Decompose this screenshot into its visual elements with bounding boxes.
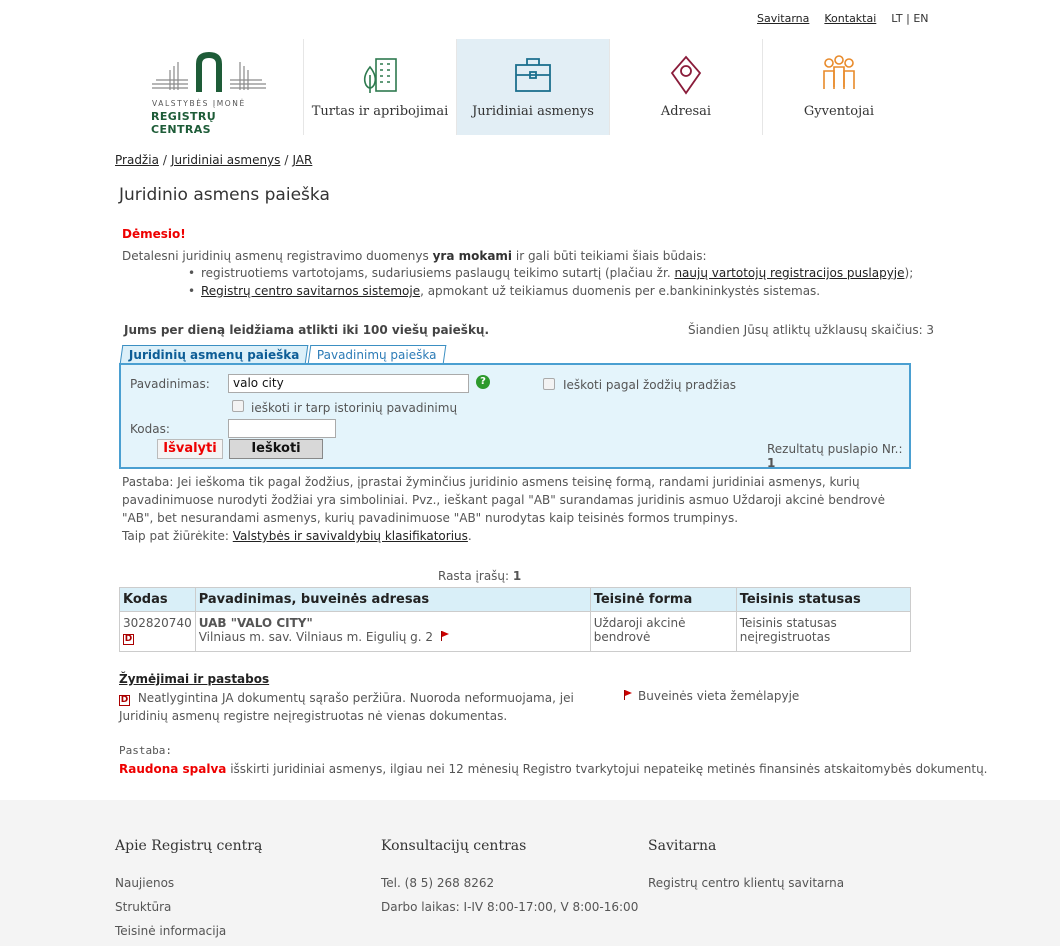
document-list-icon[interactable]: D xyxy=(124,634,133,644)
registru-centras-logo[interactable] xyxy=(148,48,270,136)
nav-tile-residents[interactable] xyxy=(762,39,915,135)
access-options-list xyxy=(188,266,913,302)
result-page-number: Rezultatų puslapio Nr.: 1 xyxy=(767,442,903,470)
footer-link-selfservice[interactable]: Registrų centro klientų savitarna xyxy=(648,876,845,890)
nav-tile-label: Turtas ir apribojimai xyxy=(311,104,449,119)
map-flag-icon xyxy=(624,690,632,700)
language-switch[interactable]: LT | EN xyxy=(891,12,929,25)
column-header: Kodas xyxy=(120,588,196,612)
search-tabs xyxy=(121,345,447,364)
logo-emblem-icon xyxy=(148,48,270,96)
code-input[interactable] xyxy=(228,419,336,438)
legal-form-cell: Uždaroji akcinė bendrovė xyxy=(590,612,736,652)
main-nav xyxy=(303,39,915,135)
intro-text: Detalesni juridinių asmenų registravimo duomenys yra mokami ir gali būti teikiami šiais būdais: xyxy=(122,249,707,263)
footer-heading: Apie Registrų centrą xyxy=(115,838,263,854)
name-label: Pavadinimas: xyxy=(130,377,210,391)
logo-title: REGISTRŲ CENTRAS xyxy=(151,110,217,136)
entity-name: UAB "VALO CITY" xyxy=(198,616,313,630)
footer-col-consult xyxy=(381,838,638,924)
history-label: ieškoti ir tarp istorinių pavadinimų xyxy=(251,401,458,415)
search-form xyxy=(119,363,911,469)
clear-button[interactable]: Išvalyti xyxy=(157,439,223,459)
name-address-cell xyxy=(195,612,590,652)
list-item: • registruotiems vartotojams, sudariusiems paslaugų teikimo sutartį (plačiau žr. naujų vartotojų registracijos puslapyje); xyxy=(188,266,913,281)
nav-tile-property[interactable] xyxy=(303,39,456,135)
selfservice-link[interactable]: Savitarna xyxy=(757,12,810,25)
legend-map-note: Buveinės vieta žemėlapyje xyxy=(624,689,799,703)
footer-link-legal[interactable]: Teisinė informacija xyxy=(115,924,227,938)
building-tree-icon xyxy=(358,53,402,97)
history-checkbox[interactable] xyxy=(232,400,244,412)
registration-page-link[interactable]: naujų vartotojų registracijos puslapyje xyxy=(674,266,905,280)
search-button[interactable]: Ieškoti xyxy=(229,439,323,459)
contacts-link[interactable]: Kontaktai xyxy=(824,12,877,25)
list-item: • Registrų centro savitarnos sistemoje, apmokant už teikiamus duomenis per e.bankininkystės sistemas. xyxy=(188,284,913,299)
name-input[interactable]: valo city xyxy=(228,374,469,393)
startwords-label: Ieškoti pagal žodžių pradžias xyxy=(563,378,737,392)
footer-heading: Konsultacijų centras xyxy=(381,838,527,854)
footer-col-selfservice xyxy=(648,838,844,900)
map-pin-icon xyxy=(664,53,708,97)
tab-legal-entity-search[interactable]: Juridinių asmenų paieška xyxy=(120,345,309,364)
tab-name-search[interactable]: Pavadinimų paieška xyxy=(308,345,446,364)
legend-title: Žymėjimai ir pastabos xyxy=(119,672,270,686)
footer-link-structure[interactable]: Struktūra xyxy=(115,900,172,914)
entity-address: Vilniaus m. sav. Vilniaus m. Eigulių g. 2 xyxy=(198,630,434,644)
column-header: Pavadinimas, buveinės adresas xyxy=(195,588,590,612)
code-label: Kodas: xyxy=(130,422,170,436)
classifier-link[interactable]: Valstybės ir savivaldybių klasifikatorius xyxy=(232,529,468,543)
column-header: Teisinė forma xyxy=(590,588,736,612)
red-color-note: Raudona spalva išskirti juridiniai asmenys, ilgiau nei 12 mėnesių Registro tvarkytojui nepateikę metinės finansinės atskaitomybės dokumentų. xyxy=(119,762,988,776)
breadcrumb-jar[interactable]: JAR xyxy=(292,153,313,167)
briefcase-icon xyxy=(511,53,555,97)
people-icon xyxy=(817,53,861,97)
breadcrumb-legal-entities[interactable]: Juridiniai asmenys xyxy=(170,153,281,167)
column-header: Teisinis statusas xyxy=(736,588,910,612)
breadcrumb-home[interactable]: Pradžia xyxy=(115,153,159,167)
selfservice-system-link[interactable]: Registrų centro savitarnos sistemoje xyxy=(201,284,421,298)
footer-phone: Tel. (8 5) 268 8262 xyxy=(381,876,495,890)
footer-col-about xyxy=(115,838,262,946)
nav-tile-label: Adresai xyxy=(660,104,712,119)
page-title: Juridinio asmens paieška xyxy=(119,185,330,205)
today-count-text: Šiandien Jūsų atliktų užklausų skaičius: 3 xyxy=(688,323,935,337)
footer-hours: Darbo laikas: I-IV 8:00-17:00, V 8:00-16:00 xyxy=(381,900,639,914)
help-icon[interactable]: ? xyxy=(476,375,490,389)
records-found: Rasta įrašų: 1 xyxy=(438,569,522,583)
remark-label: Pastaba: xyxy=(119,744,172,757)
map-flag-icon[interactable] xyxy=(441,631,449,641)
footer-heading: Savitarna xyxy=(648,838,717,854)
search-limit-text: Jums per dieną leidžiama atlikti iki 100 viešų paieškų. xyxy=(124,323,490,337)
results-table xyxy=(119,587,911,652)
nav-tile-label: Juridiniai asmenys xyxy=(472,104,594,119)
nav-tile-addresses[interactable] xyxy=(609,39,762,135)
footer xyxy=(0,800,1060,946)
document-list-icon: D xyxy=(120,695,129,705)
attention-heading: Dėmesio! xyxy=(122,227,186,241)
table-row xyxy=(120,612,911,652)
footer-link-news[interactable]: Naujienos xyxy=(115,876,175,890)
breadcrumb: Pradžia / Juridiniai asmenys / JAR xyxy=(115,153,313,167)
nav-tile-legal-entities[interactable] xyxy=(456,39,609,135)
top-links xyxy=(757,12,929,25)
startwords-checkbox[interactable] xyxy=(543,378,555,390)
nav-tile-label: Gyventojai xyxy=(803,104,875,119)
search-note: Pastaba: Jei ieškoma tik pagal žodžius, įprastai žyminčius juridinio asmens teisinę formą, randami juridiniai asmenys, kurių pavadinimuose nurodyti žodžiai yra simboliniai. Pvz., ieškant pagal "AB" surandamas juridinis asmuo Uždaroji akcinė bendrovė "AB", bet nesurandami asmenys, kurių pavadinimuose "AB" nurodytas kaip teisinės formos trumpinys. Taip pat žiūrėkite: Valstybės ir savivaldybių klasifikatorius. xyxy=(122,475,885,543)
code-cell: 302820740 D xyxy=(120,612,196,652)
legend-document-note: D Neatlygintina JA dokumentų sąrašo peržiūra. Nuoroda neformuojama, jei Juridinių asmenų registre neįregistruotas nė vienas dokumentas. xyxy=(119,691,574,723)
logo-subtitle: VALSTYBĖS ĮMONĖ xyxy=(152,99,246,108)
legal-status-cell: Teisinis statusas neįregistruotas xyxy=(736,612,910,652)
